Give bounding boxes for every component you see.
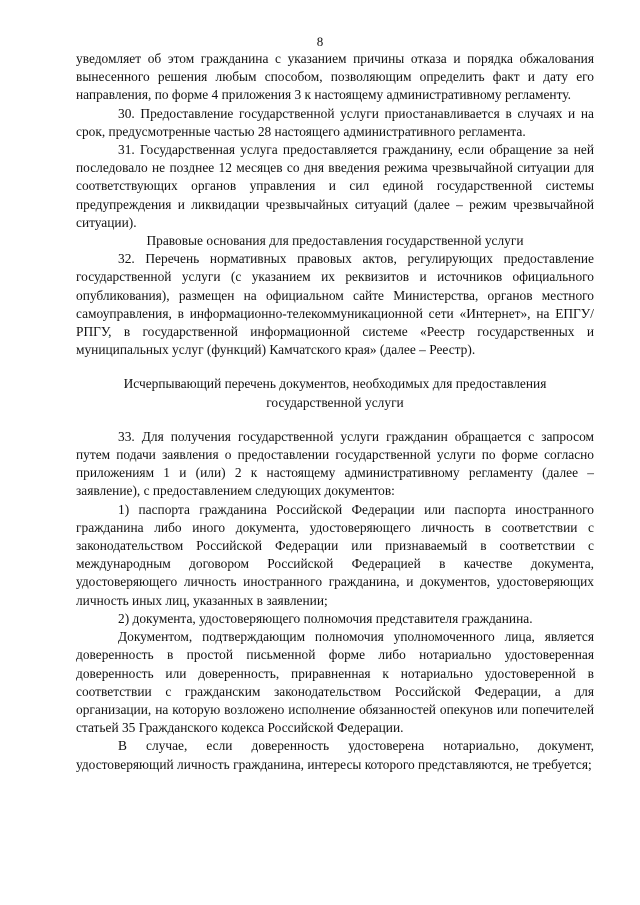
paragraph-31: 31. Государственная услуга предоставляется гражданину, если обращение за ней последовало не позднее 12 месяцев со дня введения режима чрезвычайной ситуации для соответствующих органов управления и сил единой государственной системы предупреждения и ликвидации чрезвычайных ситуаций (далее – режим чрезвычайной ситуации).: [76, 142, 594, 230]
paragraph-33: 33. Для получения государственной услуги гражданин обращается с запросом путем подачи заявления о предоставлении государственной услуги по форме согласно приложениям 1 и (или) 2 к настоящему административному регламенту (далее – заявление), с предоставлением следующих документов:: [76, 428, 594, 499]
list-item-representative: 2) документа, удостоверяющего полномочия представителя гражданина.: [118, 610, 533, 626]
paragraph-power-of-attorney: Документом, подтверждающим полномочия уполномоченного лица, является доверенность в простой письменной форме либо нотариально удостоверенная доверенность или доверенность, приравненная к нотариально удостоверенной в соответствии с гражданским законодательством Российской Федерации, а для организации, на которую возложено исполнение обязанностей опекунов или попечителей статьей 35 Гражданского кодекса Российской Федерации.: [76, 629, 594, 736]
heading-legal-basis: Правовые основания для предоставления государственной услуги: [146, 233, 524, 249]
paragraph-notarized-case: В случае, если доверенность удостоверена нотариально, документ, удостоверяющий личность гражданина, интересы которого представляются, не требуется;: [76, 738, 594, 772]
paragraph-continuation: уведомляет об этом гражданина с указанием причины отказа и порядка обжалования вынесенного решения любым способом, позволяющим определить факт и дату его направления, по форме 4 приложения 3 к настоящему административному регламенту.: [76, 51, 594, 103]
paragraph-30: 30. Предоставление государственной услуги приостанавливается в случаях и на срок, предусмотренные частью 28 настоящего административного регламента.: [76, 105, 594, 139]
heading-documents-list: Исчерпывающий перечень документов, необходимых для предоставления государственной услуги: [123, 376, 547, 410]
document-body: [76, 50, 594, 774]
list-item-passport: 1) паспорта гражданина Российской Федерации или паспорта иностранного гражданина либо иного документа, удостоверяющего личность в соответствии с законодательством Российской Федерации или признаваемый в соответствии с международным договором Российской Федерацией в качестве документа, удостоверяющего личность иностранного гражданина, и документов, удостоверяющих личность иных лиц, указанных в заявлении;: [76, 501, 594, 608]
page-number: 8: [316, 34, 324, 49]
paragraph-32: 32. Перечень нормативных правовых актов, регулирующих предоставление государственной услуги (с указанием их реквизитов и источников официального опубликования), размещен на официальном сайте Министерства, органов местного самоуправления, в информационно-телекоммуникационной сети «Интернет», на ЕПГУ/РПГУ, в государственной информационной системе «Реестр государственных и муниципальных услуг (функций) Камчатского края» (далее – Реестр).: [76, 251, 594, 358]
